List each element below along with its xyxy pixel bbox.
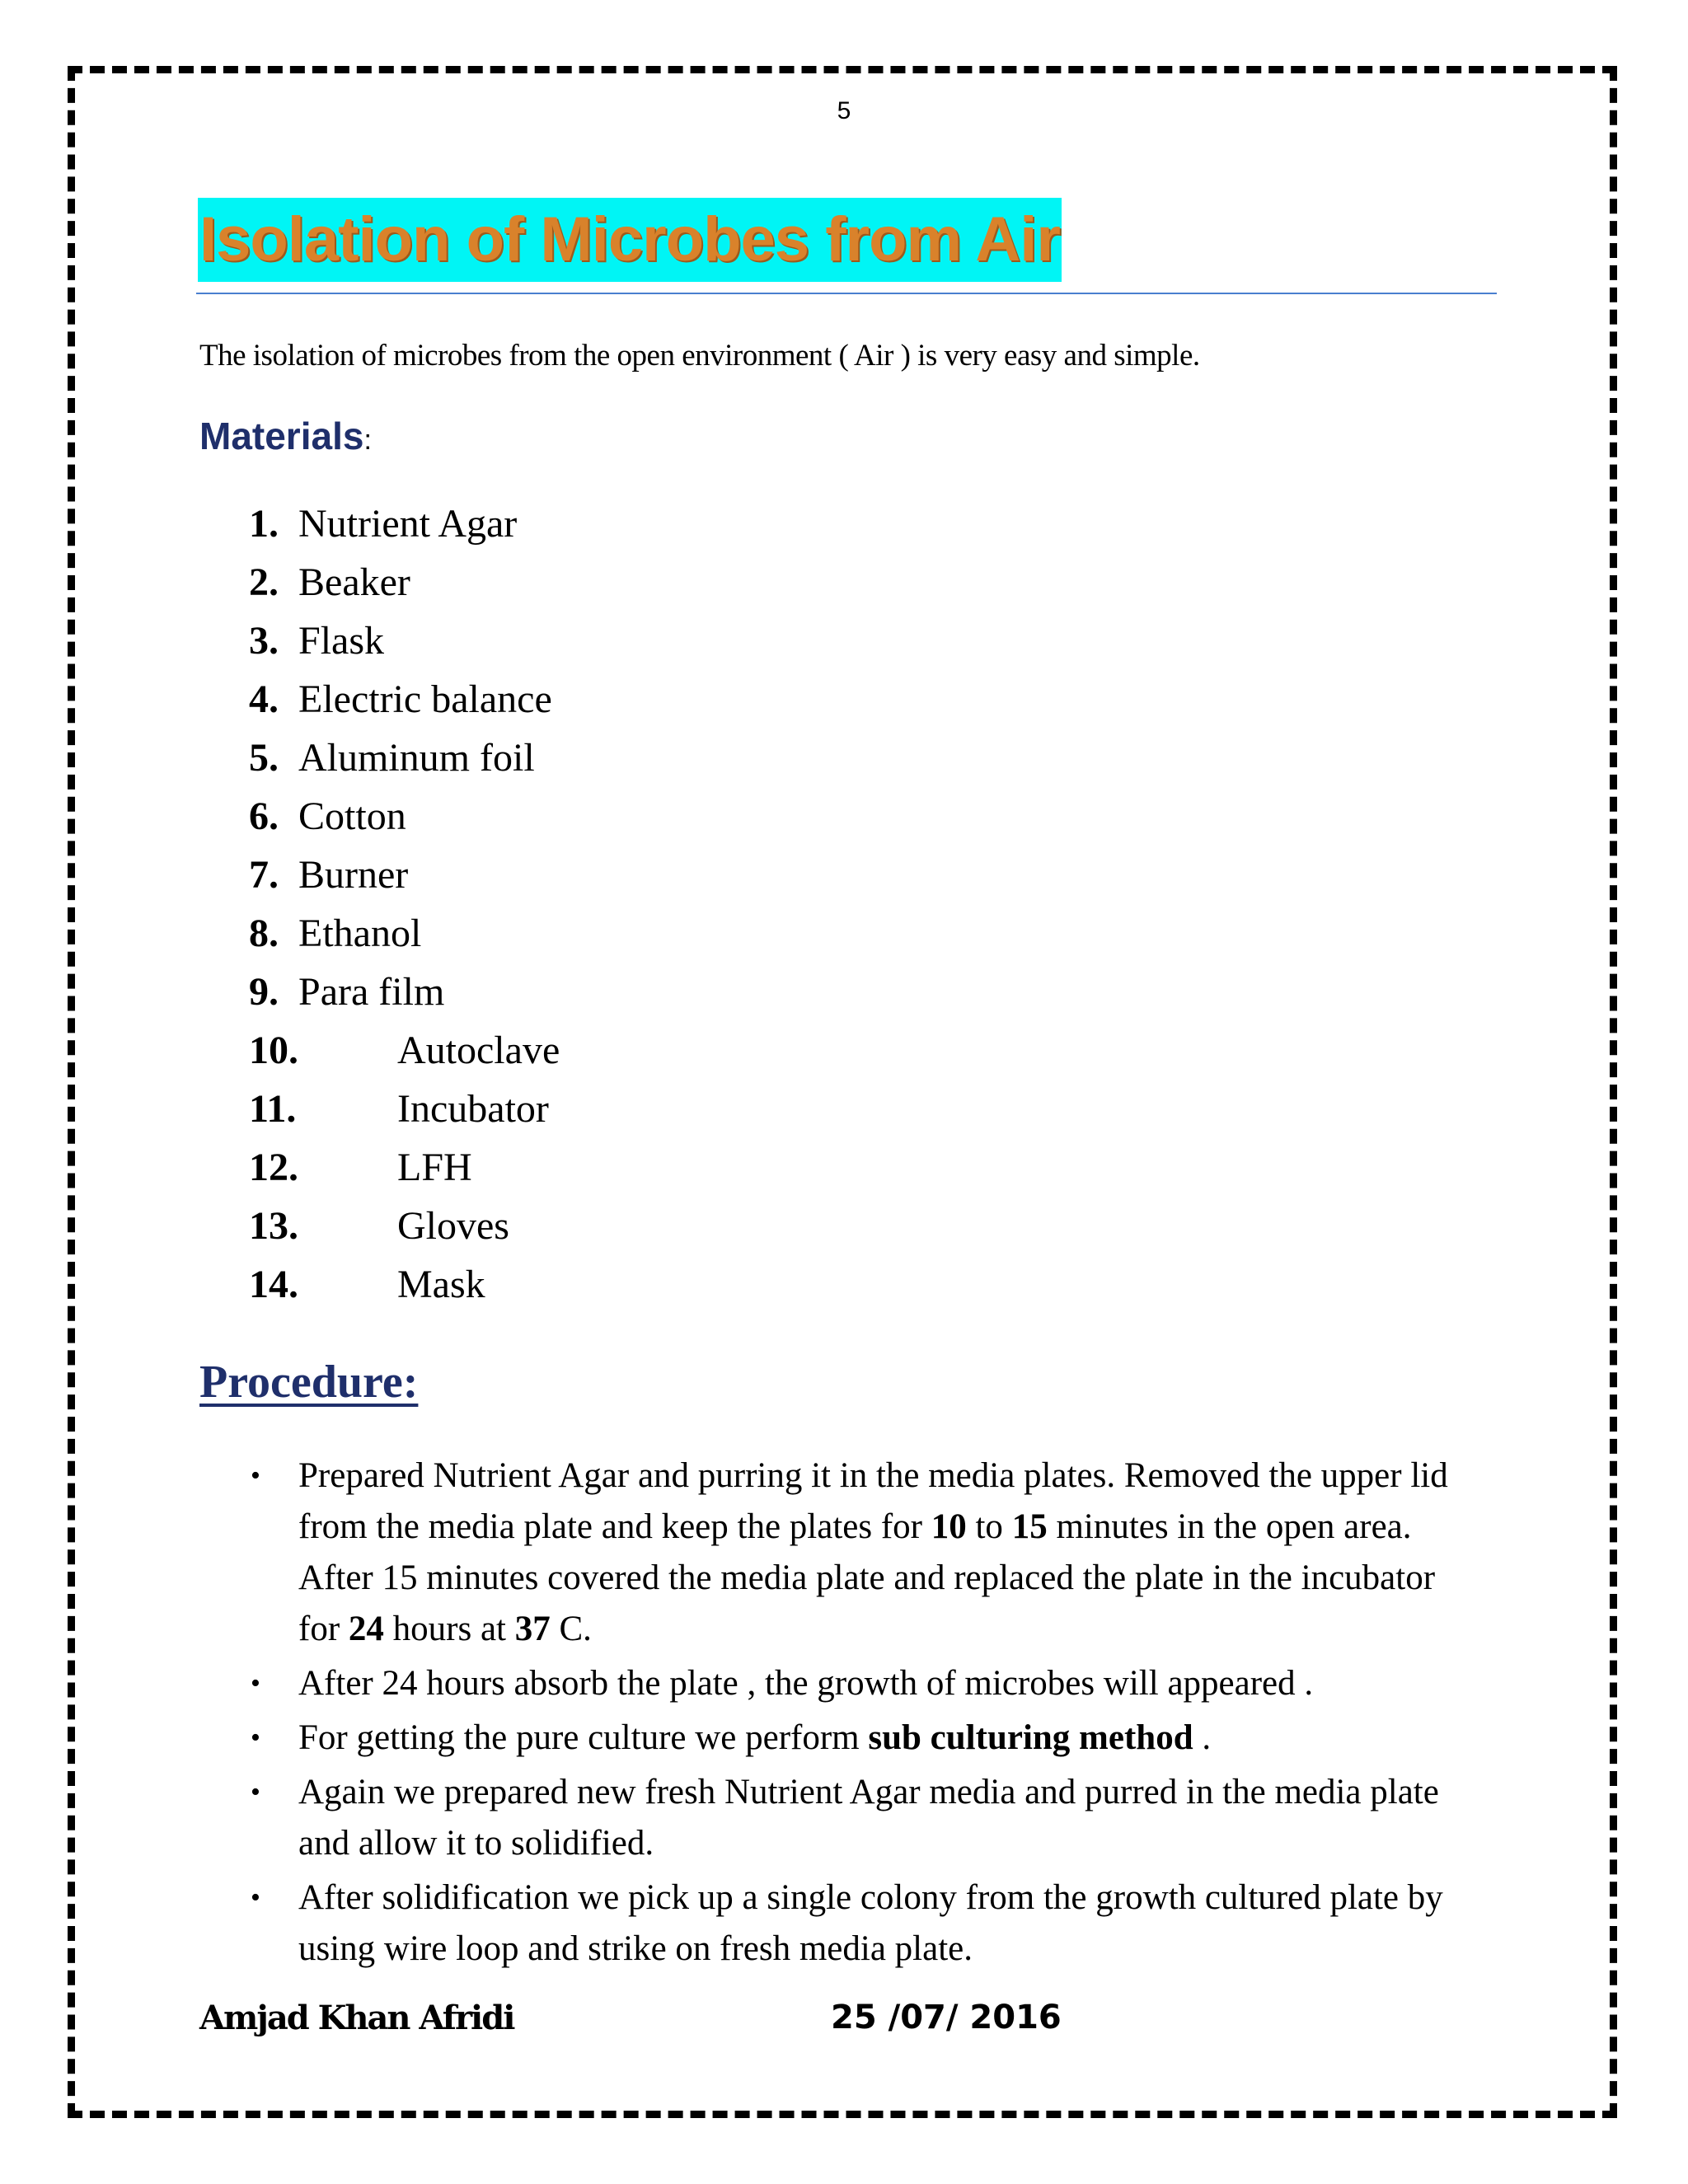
title-highlight bbox=[198, 198, 1062, 282]
list-item-number: 14. bbox=[249, 1263, 298, 1306]
step-bold: 24 bbox=[348, 1610, 384, 1648]
list-item-label: Ethanol bbox=[298, 912, 422, 955]
procedure-list bbox=[247, 1451, 1484, 1978]
step-bold: 15 bbox=[1011, 1507, 1048, 1546]
list-item-label: Autoclave bbox=[397, 1029, 560, 1072]
list-item-number: 4. bbox=[249, 677, 279, 721]
procedure-step-5 bbox=[247, 1872, 1484, 1975]
list-item-label: Para film bbox=[298, 970, 445, 1014]
list-item-number: 6. bbox=[249, 794, 279, 838]
procedure-step-1 bbox=[247, 1451, 1484, 1655]
list-item-number: 12. bbox=[249, 1146, 298, 1189]
list-item-number: 1. bbox=[249, 502, 279, 546]
list-item bbox=[249, 963, 560, 1021]
step-text: hours at bbox=[383, 1610, 515, 1648]
step-bold: 10 bbox=[931, 1507, 967, 1546]
list-item-number: 2. bbox=[249, 560, 279, 604]
step-text: Again we prepared new fresh Nutrient Agar media and purred in the media plate and allow it to solidified. bbox=[298, 1773, 1439, 1863]
step-bold: 37 bbox=[514, 1610, 551, 1648]
list-item-number: 11. bbox=[249, 1087, 297, 1131]
step-text: Prepared Nutrient Agar and purring it in the media plates. Removed the upper lid from the media plate and keep the plates for bbox=[298, 1456, 1448, 1546]
step-text: . bbox=[1193, 1718, 1212, 1757]
step-bold: sub culturing method bbox=[868, 1718, 1193, 1757]
list-item bbox=[249, 670, 560, 729]
materials-heading-colon: : bbox=[363, 424, 372, 456]
intro-paragraph: The isolation of microbes from the open environment ( Air ) is very easy and simple. bbox=[199, 339, 1200, 373]
list-item-label: Mask bbox=[397, 1263, 485, 1306]
materials-heading bbox=[199, 414, 372, 458]
list-item bbox=[249, 1080, 560, 1138]
list-item-label: Gloves bbox=[397, 1204, 509, 1248]
list-item bbox=[249, 612, 560, 670]
list-item bbox=[249, 553, 560, 612]
procedure-heading: Procedure: bbox=[199, 1357, 419, 1408]
list-item-number: 3. bbox=[249, 619, 279, 663]
list-item-label: Aluminum foil bbox=[298, 736, 535, 780]
list-item bbox=[249, 1138, 560, 1197]
step-text: For getting the pure culture we perform bbox=[298, 1718, 869, 1757]
bullet-icon: • bbox=[251, 1722, 260, 1753]
step-text: After 24 hours absorb the plate , the growth of microbes will appeared . bbox=[298, 1664, 1314, 1703]
bullet-icon: • bbox=[251, 1668, 260, 1699]
list-item-label: LFH bbox=[397, 1146, 472, 1189]
bullet-icon: • bbox=[251, 1460, 260, 1491]
page-number: 5 bbox=[837, 97, 851, 124]
list-item-number: 5. bbox=[249, 736, 279, 780]
materials-heading-text: Materials bbox=[199, 415, 364, 457]
list-item-label: Electric balance bbox=[298, 677, 552, 721]
list-item-number: 9. bbox=[249, 970, 279, 1014]
list-item bbox=[249, 904, 560, 963]
step-text: After solidification we pick up a single colony from the growth cultured plate by using wire loop and strike on fresh media plate. bbox=[298, 1878, 1443, 1968]
procedure-step-3 bbox=[247, 1713, 1484, 1764]
list-item-label: Incubator bbox=[397, 1087, 549, 1131]
list-item bbox=[249, 1255, 560, 1314]
step-text: to bbox=[966, 1507, 1012, 1546]
page-title: Isolation of Microbes from Air bbox=[199, 204, 1060, 274]
list-item-label: Beaker bbox=[298, 560, 410, 604]
list-item bbox=[249, 1197, 560, 1255]
list-item bbox=[249, 846, 560, 904]
step-text: C. bbox=[550, 1610, 592, 1648]
list-item bbox=[249, 494, 560, 553]
list-item bbox=[249, 1021, 560, 1080]
list-item-label: Cotton bbox=[298, 794, 406, 838]
procedure-step-4 bbox=[247, 1767, 1484, 1869]
step-text: minutes in the open area. After 15 minutes covered the media plate and replaced the plate in the incubator for bbox=[298, 1507, 1436, 1648]
bullet-icon: • bbox=[251, 1882, 260, 1913]
list-item-label: Flask bbox=[298, 619, 385, 663]
list-item-label: Burner bbox=[298, 853, 409, 897]
bullet-icon: • bbox=[251, 1777, 260, 1807]
list-item bbox=[249, 787, 560, 846]
footer-author: Amjad Khan Afridi bbox=[199, 1999, 514, 2037]
list-item-number: 13. bbox=[249, 1204, 298, 1248]
title-divider bbox=[196, 293, 1497, 294]
footer-date: 25 /07/ 2016 bbox=[831, 1999, 1062, 2036]
list-item-number: 7. bbox=[249, 853, 279, 897]
list-item bbox=[249, 729, 560, 787]
list-item-label: Nutrient Agar bbox=[298, 502, 518, 546]
list-item-number: 10. bbox=[249, 1029, 298, 1072]
procedure-step-2 bbox=[247, 1658, 1484, 1709]
materials-list bbox=[249, 494, 560, 1314]
list-item-number: 8. bbox=[249, 912, 279, 955]
